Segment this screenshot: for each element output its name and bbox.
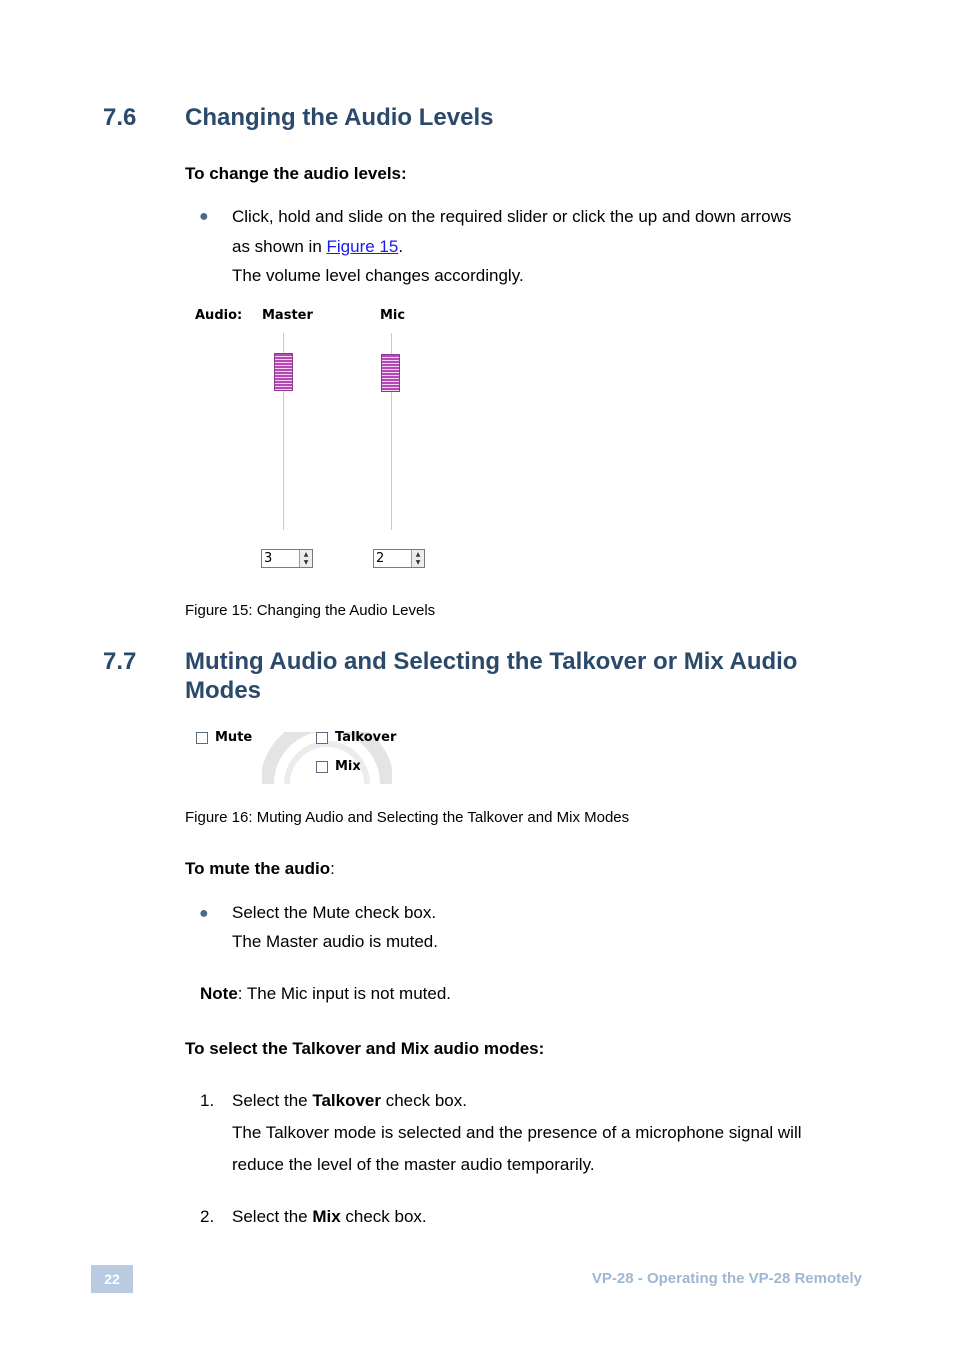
master-label: Master bbox=[262, 308, 313, 323]
step-text-fragment: Select the bbox=[232, 1091, 313, 1110]
footer-title: VP-28 - Operating the VP-28 Remotely bbox=[591, 1270, 862, 1287]
mic-slider-thumb[interactable] bbox=[381, 354, 400, 392]
note-text: : The Mic input is not muted. bbox=[237, 984, 452, 1003]
step-text-fragment: check box. bbox=[340, 1207, 427, 1226]
mix-checkbox[interactable] bbox=[316, 761, 328, 773]
arrow-up-icon[interactable]: ▲ bbox=[415, 551, 421, 558]
arrow-down-icon[interactable]: ▼ bbox=[303, 559, 309, 566]
arrow-up-icon[interactable]: ▲ bbox=[303, 551, 309, 558]
figure-caption: Figure 15: Changing the Audio Levels bbox=[185, 602, 436, 619]
talkover-checkbox[interactable] bbox=[316, 732, 328, 744]
step-text-fragment: check box. bbox=[381, 1091, 467, 1110]
section-number: 7.7 bbox=[103, 648, 137, 675]
talkover-label: Talkover bbox=[335, 730, 397, 745]
step-number: 1. bbox=[200, 1091, 215, 1110]
section-number: 7.6 bbox=[103, 104, 137, 131]
procedure-heading-colon: : bbox=[330, 859, 335, 878]
result-text-line2: reduce the level of the master audio temporarily. bbox=[232, 1155, 595, 1174]
step-text-bold: Mix bbox=[312, 1207, 341, 1226]
procedure-heading: To select the Talkover and Mix audio modes: bbox=[185, 1039, 545, 1058]
audio-label: Audio: bbox=[195, 308, 243, 323]
section-title: Changing the Audio Levels bbox=[185, 104, 494, 131]
mute-mode-figure bbox=[190, 724, 410, 784]
step-text bbox=[232, 1207, 427, 1227]
bullet-text-line2 bbox=[232, 237, 403, 257]
figure-15-link[interactable]: Figure 15 bbox=[326, 237, 399, 256]
result-text: The Master audio is muted. bbox=[232, 932, 438, 951]
step-text-fragment: Select the bbox=[232, 1207, 313, 1226]
note bbox=[200, 984, 451, 1004]
mic-label: Mic bbox=[380, 308, 406, 323]
result-text: The volume level changes accordingly. bbox=[232, 266, 524, 285]
stepper-buttons bbox=[411, 550, 424, 567]
procedure-heading-text: To mute the audio bbox=[185, 859, 331, 878]
procedure-heading: To change the audio levels: bbox=[185, 164, 407, 183]
step-text-bold: Talkover bbox=[312, 1091, 381, 1110]
result-text: The Talkover mode is selected and the presence of a microphone signal will bbox=[232, 1123, 802, 1142]
master-slider-thumb[interactable] bbox=[274, 353, 293, 391]
bullet-icon: ● bbox=[199, 905, 209, 922]
mic-level-stepper[interactable] bbox=[373, 549, 425, 568]
mute-label: Mute bbox=[215, 730, 253, 745]
arrow-down-icon[interactable]: ▼ bbox=[415, 559, 421, 566]
bullet-text: Select the Mute check box. bbox=[232, 903, 437, 922]
figure-caption: Figure 16: Muting Audio and Selecting the Talkover and Mix Modes bbox=[185, 809, 630, 826]
audio-levels-figure bbox=[190, 300, 450, 580]
bullet-text-fragment: as shown in bbox=[232, 237, 327, 256]
bullet-text: Click, hold and slide on the required slider or click the up and down arrows bbox=[232, 207, 792, 226]
bullet-text-fragment: . bbox=[398, 237, 404, 256]
bullet-icon: ● bbox=[199, 208, 209, 225]
stepper-buttons bbox=[299, 550, 312, 567]
step-text bbox=[232, 1091, 467, 1111]
mic-level-value[interactable]: 2 bbox=[376, 551, 385, 566]
master-level-value[interactable]: 3 bbox=[264, 551, 273, 566]
section-title: Muting Audio and Selecting the Talkover or Mix Audio bbox=[185, 648, 798, 675]
note-label: Note bbox=[200, 984, 238, 1003]
step-number: 2. bbox=[200, 1207, 215, 1226]
master-level-stepper[interactable] bbox=[261, 549, 313, 568]
mix-label: Mix bbox=[335, 759, 361, 774]
mute-checkbox[interactable] bbox=[196, 732, 208, 744]
page-number: 22 bbox=[91, 1265, 133, 1293]
procedure-heading bbox=[185, 859, 335, 879]
section-title-line2: Modes bbox=[185, 677, 262, 704]
